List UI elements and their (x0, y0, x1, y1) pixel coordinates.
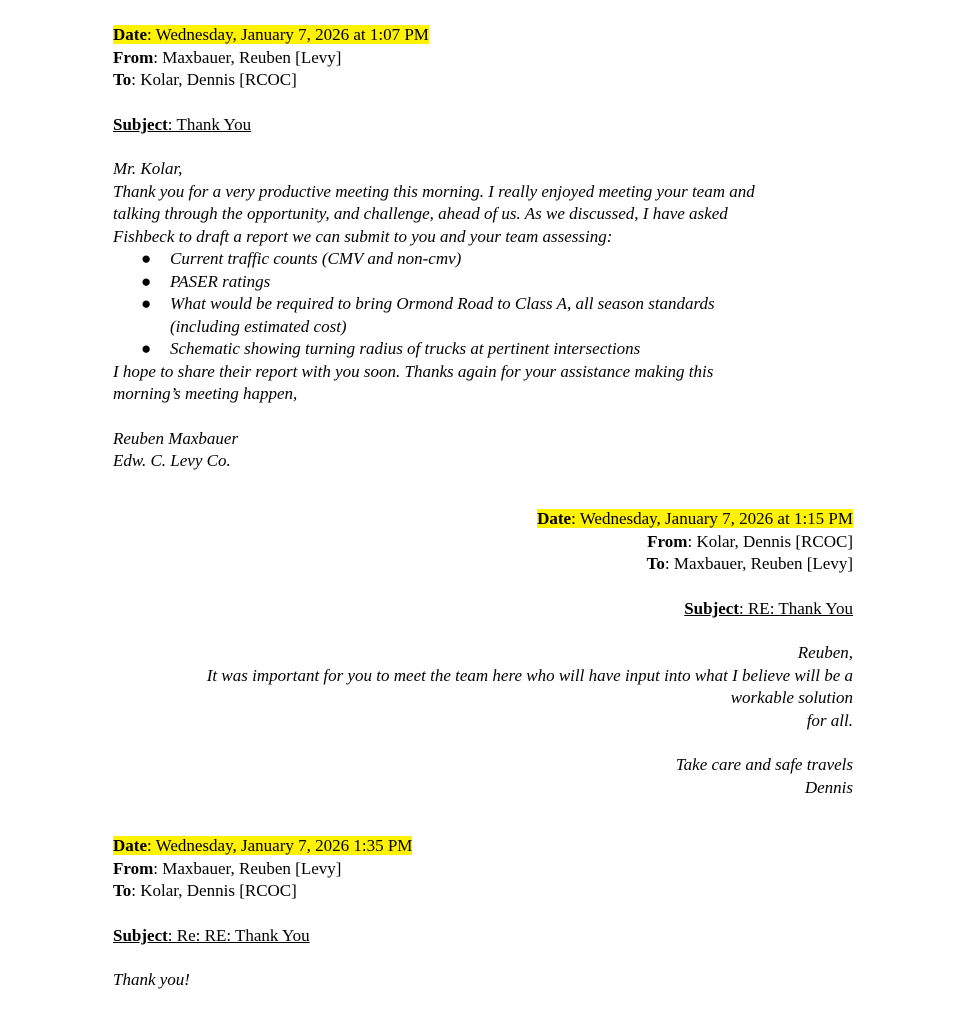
body-line: for all. (806, 710, 853, 730)
from-value: : Maxbauer, Reuben [Levy] (153, 858, 342, 878)
bullet-icon: ● (141, 294, 152, 313)
date-label: Date (113, 25, 147, 44)
email-1 (113, 24, 853, 473)
to-value: : Kolar, Dennis [RCOC] (131, 70, 297, 89)
email-2-to (113, 553, 853, 576)
signature-name: Reuben Maxbauer (113, 428, 239, 448)
closing-line: I hope to share their report with you soon. Thanks again for your assistance making this (113, 361, 714, 381)
email-3 (113, 835, 853, 992)
signature-name: Dennis (804, 777, 853, 797)
subject-label: Subject (113, 925, 168, 945)
date-value: : Wednesday, January 7, 2026 1:35 PM (146, 836, 413, 855)
email-3-to (113, 880, 853, 903)
date-label: Date (537, 509, 572, 528)
subject-label: Subject (113, 114, 168, 134)
bullet-item: ● What would be required to bring Ormond Road to Class A, all season standards (including estimated cost) (141, 294, 715, 336)
body-line: It was important for you to meet the team here who will have input into what I believe will be a (206, 665, 853, 685)
bullet-item: ● PASER ratings (113, 271, 853, 294)
email-3-date (113, 835, 853, 858)
date-value: : Wednesday, January 7, 2026 at 1:15 PM (571, 509, 853, 528)
to-value: : Maxbauer, Reuben [Levy] (664, 554, 853, 573)
bullet-icon: ● (141, 339, 152, 358)
email-2-date (113, 508, 853, 531)
body-line: workable solution (730, 688, 853, 707)
date-label: Date (113, 836, 147, 855)
closing-line: morning’s meeting happen, (113, 384, 298, 403)
email-2-from (113, 531, 853, 554)
bullet-icon: ● (141, 271, 152, 291)
bullet-icon: ● (141, 249, 152, 268)
subject-value: : Re: RE: Thank You (167, 925, 310, 945)
from-label: From (113, 47, 154, 67)
body-line: Fishbeck to draft a report we can submit to you and your team assessing: (113, 226, 613, 246)
email-3-subject (113, 925, 853, 948)
from-label: From (113, 858, 154, 878)
bullet-item: ● Current traffic counts (CMV and non-cmv) (113, 248, 853, 271)
subject-label: Subject (684, 598, 739, 618)
email-1-greeting: Mr. Kolar, (113, 159, 183, 178)
email-3-from (113, 858, 853, 881)
body-line: talking through the opportunity, and challenge, ahead of us. As we discussed, I have asked (113, 204, 728, 223)
to-value: : Kolar, Dennis [RCOC] (131, 881, 297, 900)
subject-value: : RE: Thank You (739, 598, 853, 618)
date-value: : Wednesday, January 7, 2026 at 1:07 PM (146, 25, 429, 44)
bullet-item: ● Schematic showing turning radius of trucks at pertinent intersections (113, 338, 853, 361)
email-3-body: Thank you! (113, 970, 190, 989)
subject-value: : Thank You (167, 114, 252, 134)
to-label: To (113, 70, 132, 89)
email-1-from (113, 47, 853, 70)
body-line: Thank you for a very productive meeting this morning. I really enjoyed meeting your team and (113, 181, 755, 201)
email-2-greeting: Reuben, (797, 643, 853, 662)
email-1-to (113, 69, 853, 92)
bullet-list (113, 248, 853, 361)
from-value: : Maxbauer, Reuben [Levy] (153, 47, 342, 67)
closing-line: Take care and safe travels (675, 755, 853, 774)
email-2 (113, 508, 853, 799)
email-1-date (113, 24, 853, 47)
from-label: From (647, 531, 688, 551)
signature-company: Edw. C. Levy Co. (113, 451, 231, 470)
email-2-subject (113, 598, 853, 621)
email-1-subject (113, 114, 853, 137)
to-label: To (646, 554, 665, 573)
from-value: : Kolar, Dennis [RCOC] (687, 531, 853, 551)
to-label: To (113, 881, 132, 900)
